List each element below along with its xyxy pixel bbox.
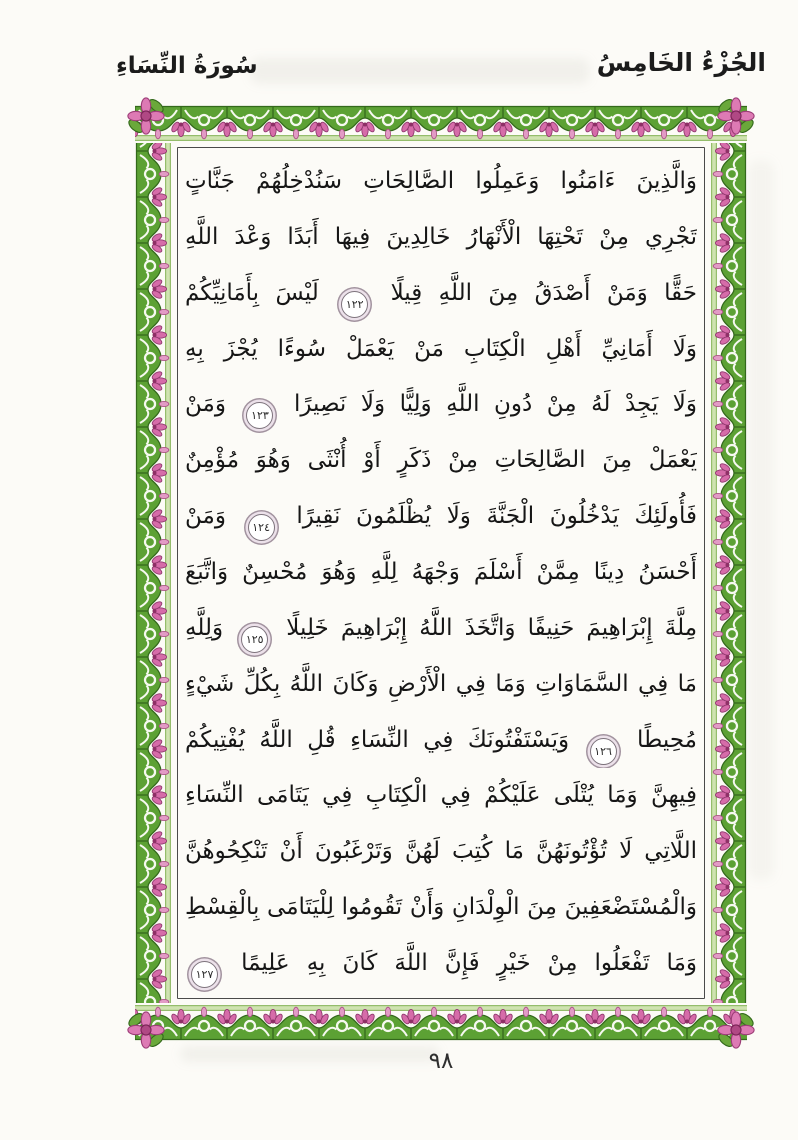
quran-line <box>185 266 697 322</box>
quran-text-segment: وَمَنْ <box>185 391 226 418</box>
quran-line <box>185 657 697 713</box>
quran-text-segment: مَا فِي السَّمَاوَاتِ وَمَا فِي الْأَرْضِ وَكَانَ اللَّهُ بِكُلِّ شَيْءٍ <box>185 670 697 697</box>
surah-title: سُورَةُ النِّسَاءِ <box>116 53 258 79</box>
corner-flower-icon <box>717 1011 755 1049</box>
quran-line <box>185 433 697 489</box>
quran-line <box>185 322 697 378</box>
quran-text-segment: وَلَا يَجِدْ لَهُ مِنْ دُونِ اللَّهِ وَلِيًّا وَلَا نَصِيرًا <box>293 391 697 418</box>
quran-text-segment: مِلَّةَ إِبْرَاهِيمَ حَنِيفًا وَاتَّخَذَ اللَّهُ إِبْرَاهِيمَ خَلِيلًا <box>286 614 697 641</box>
ayah-number-medallion: ١٢٣ <box>246 402 273 429</box>
border-ornament-right-icon <box>709 105 747 1041</box>
ayah-number-medallion: ١٢٥ <box>241 626 268 653</box>
quran-line <box>185 545 697 601</box>
quran-text-segment: لَيْسَ بِأَمَانِيِّكُمْ <box>185 279 319 306</box>
quran-text-segment: وَلِلَّهِ <box>185 614 224 641</box>
quran-text-segment: تَجْرِي مِنْ تَحْتِهَا الْأَنْهَارُ خَالِدِينَ فِيهَا أَبَدًا وَعْدَ اللَّهِ <box>185 223 697 250</box>
quran-text-segment: يَعْمَلْ مِنَ الصَّالِحَاتِ مِنْ ذَكَرٍ أَوْ أُنْثَى وَهُوَ مُؤْمِنٌ <box>185 447 697 474</box>
quran-text-segment: فَأُولَئِكَ يَدْخُلُونَ الْجَنَّةَ وَلَا يُظْلَمُونَ نَقِيرًا <box>296 503 697 530</box>
quran-line <box>185 377 697 433</box>
corner-flower-icon <box>127 97 165 135</box>
ayah-number-medallion: ١٢٢ <box>341 291 368 318</box>
quran-text-segment: فِيهِنَّ وَمَا يُتْلَى عَلَيْكُمْ فِي الْكِتَابِ فِي يَتَامَى النِّسَاءِ <box>185 782 697 809</box>
quran-text-segment: وَمَنْ <box>185 503 226 530</box>
border-ornament-bottom-icon <box>135 1003 747 1041</box>
quran-text-segment: حَقًّا وَمَنْ أَصْدَقُ مِنَ اللَّهِ قِيلًا <box>390 279 697 306</box>
quran-line <box>185 210 697 266</box>
ayah-number-medallion: ١٢٤ <box>248 514 275 541</box>
quran-text-segment: وَالَّذِينَ ءَامَنُوا وَعَمِلُوا الصَّالِحَاتِ سَنُدْخِلُهُمْ جَنَّاتٍ <box>185 168 697 194</box>
page-number: ٩٨ <box>428 1048 454 1074</box>
corner-flower-icon <box>717 97 755 135</box>
border-ornament-left-icon <box>135 105 173 1041</box>
quran-line <box>185 601 697 657</box>
ayah-number-medallion: ١٢٦ <box>590 738 617 765</box>
quran-text-segment: وَيَسْتَفْتُونَكَ فِي النِّسَاءِ قُلِ اللَّهُ يُفْتِيكُمْ <box>185 726 570 753</box>
quran-line <box>185 489 697 545</box>
quran-line <box>185 154 697 210</box>
scan-smudge <box>748 160 774 880</box>
quran-text-segment: وَلَا أَمَانِيِّ أَهْلِ الْكِتَابِ مَنْ يَعْمَلْ سُوءًا يُجْزَ بِهِ <box>185 335 697 362</box>
quran-line <box>185 936 697 992</box>
quran-text-segment: أَحْسَنُ دِينًا مِمَّنْ أَسْلَمَ وَجْهَهُ لِلَّهِ وَهُوَ مُحْسِنٌ وَاتَّبَعَ <box>185 559 697 586</box>
quran-text-segment: اللَّاتِي لَا تُؤْتُونَهُنَّ مَا كُتِبَ لَهُنَّ وَتَرْغَبُونَ أَنْ تَنْكِحُوهُنَّ <box>185 838 697 865</box>
quran-line <box>185 824 697 880</box>
quran-line <box>185 880 697 936</box>
quran-text-area <box>185 154 697 992</box>
quran-text-segment: وَمَا تَفْعَلُوا مِنْ خَيْرٍ فَإِنَّ اللَّهَ كَانَ بِهِ عَلِيمًا <box>241 950 697 977</box>
corner-flower-icon <box>127 1011 165 1049</box>
ornamental-frame <box>135 105 747 1041</box>
quran-text-segment: وَالْمُسْتَضْعَفِينَ مِنَ الْوِلْدَانِ وَأَنْ تَقُومُوا لِلْيَتَامَى بِالْقِسْطِ <box>185 894 697 921</box>
quran-line <box>185 768 697 824</box>
quran-text-segment: مُحِيطًا <box>637 726 697 753</box>
quran-line <box>185 713 697 769</box>
scan-smudge <box>250 58 590 84</box>
ayah-number-medallion: ١٢٧ <box>191 961 218 988</box>
juz-title: الجُزْءُ الخَامِسُ <box>596 48 766 77</box>
border-ornament-top-icon <box>135 105 747 143</box>
